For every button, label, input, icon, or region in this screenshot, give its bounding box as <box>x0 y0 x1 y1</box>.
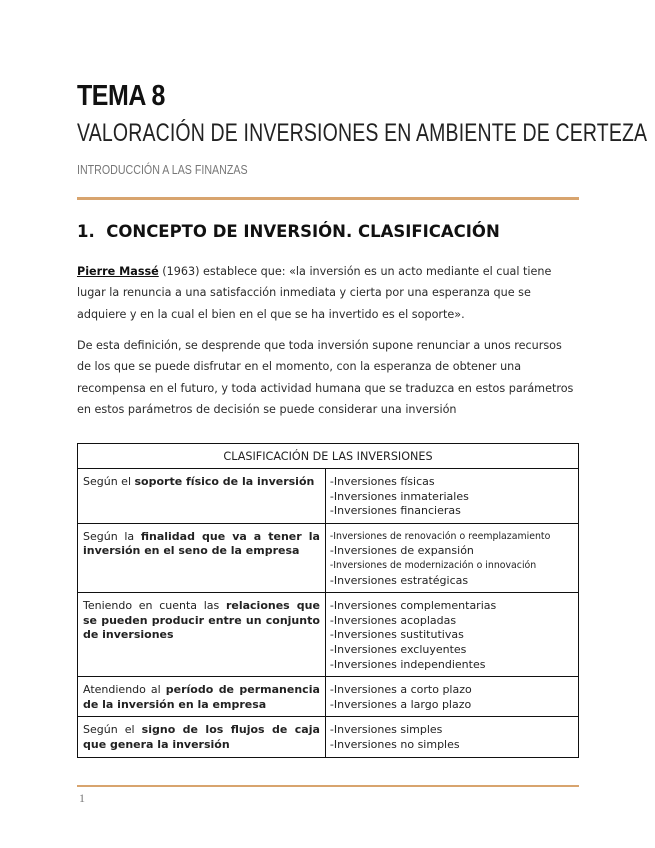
table-row <box>78 523 579 592</box>
section-heading <box>77 222 500 241</box>
criterion-prefix: Teniendo en cuenta las <box>83 599 226 613</box>
investment-type: -Inversiones a largo plazo <box>329 697 472 711</box>
investment-type: -Inversiones complementarias <box>329 599 497 613</box>
options-cell <box>325 523 578 592</box>
table-row <box>78 593 579 677</box>
investment-type: -Inversiones estratégicas <box>329 573 469 587</box>
criterion-prefix: Según el <box>83 723 142 737</box>
investment-type: -Inversiones simples <box>329 723 443 737</box>
investment-type: -Inversiones excluyentes <box>329 642 467 656</box>
paragraph-definition <box>77 261 577 325</box>
criterion-key: soporte físico de la inversión <box>134 475 315 488</box>
table-body <box>78 469 579 758</box>
criterion-cell <box>78 593 326 677</box>
investment-type: -Inversiones de expansión <box>329 544 474 558</box>
criterion-key: período de permanencia de la inversión en la empresa <box>83 683 320 711</box>
section-title: CONCEPTO DE INVERSIÓN. CLASIFICACIÓN <box>106 222 500 241</box>
investment-type: -Inversiones independientes <box>329 657 486 671</box>
investment-type: -Inversiones no simples <box>329 737 460 751</box>
investment-type: -Inversiones a corto plazo <box>329 683 472 697</box>
criterion-cell <box>78 717 326 757</box>
investment-type: -Inversiones de modernización o innovación <box>329 559 537 571</box>
investment-type: -Inversiones acopladas <box>329 613 457 627</box>
criterion-prefix: Según la <box>83 529 141 543</box>
criterion-prefix: Según el <box>83 475 135 488</box>
investment-type: -Inversiones financieras <box>329 504 461 518</box>
course-name: INTRODUCCIÓN A LAS FINANZAS <box>77 162 248 177</box>
table-row <box>78 717 579 757</box>
options-cell <box>325 469 578 524</box>
table-row <box>78 469 579 524</box>
table-caption: CLASIFICACIÓN DE LAS INVERSIONES <box>78 444 579 469</box>
table-row <box>78 677 579 717</box>
criterion-key: signo de los flujos de caja que genera la inversión <box>83 723 320 751</box>
options-cell <box>325 593 578 677</box>
definition-text: (1963) establece que: «la inversión es un acto mediante el cual tiene lugar la renuncia a una satisfacción inmediata y cierta por una esperanza que se adquiere y en la cual el bien en el que se ha invertido es el soporte». <box>77 265 552 321</box>
author-name: Pierre Massé <box>77 265 159 278</box>
criterion-cell <box>78 523 326 592</box>
criterion-cell <box>78 469 326 524</box>
options-cell <box>325 677 578 717</box>
page-number: 1 <box>79 791 85 805</box>
footer-divider <box>77 785 579 787</box>
chapter-title: VALORACIÓN DE INVERSIONES EN AMBIENTE DE CERTEZA <box>77 119 648 147</box>
section-number: 1. <box>77 222 95 241</box>
investment-type: -Inversiones de renovación o reemplazamiento <box>329 530 551 542</box>
criterion-prefix: Atendiendo al <box>83 683 166 697</box>
classification-table <box>77 443 579 758</box>
investment-type: -Inversiones inmateriales <box>329 489 469 503</box>
criterion-key: finalidad que va a tener la inversión en el seno de la empresa <box>83 529 320 558</box>
investment-type: -Inversiones físicas <box>329 475 435 488</box>
chapter-number: TEMA 8 <box>77 80 165 112</box>
investment-type: -Inversiones sustitutivas <box>329 628 464 642</box>
options-cell <box>325 717 578 757</box>
header-divider <box>77 197 579 200</box>
criterion-key: relaciones que se pueden producir entre un conjunto de inversiones <box>83 599 320 642</box>
criterion-cell <box>78 677 326 717</box>
paragraph-explanation: De esta definición, se desprende que toda inversión supone renunciar a unos recursos de los que se puede disfrutar en el momento, con la esperanza de obtener una recompensa en el futuro, y toda actividad humana que se traduzca en estos parámetros en estos parámetros de decisión se puede considerar una inversión <box>77 339 574 416</box>
